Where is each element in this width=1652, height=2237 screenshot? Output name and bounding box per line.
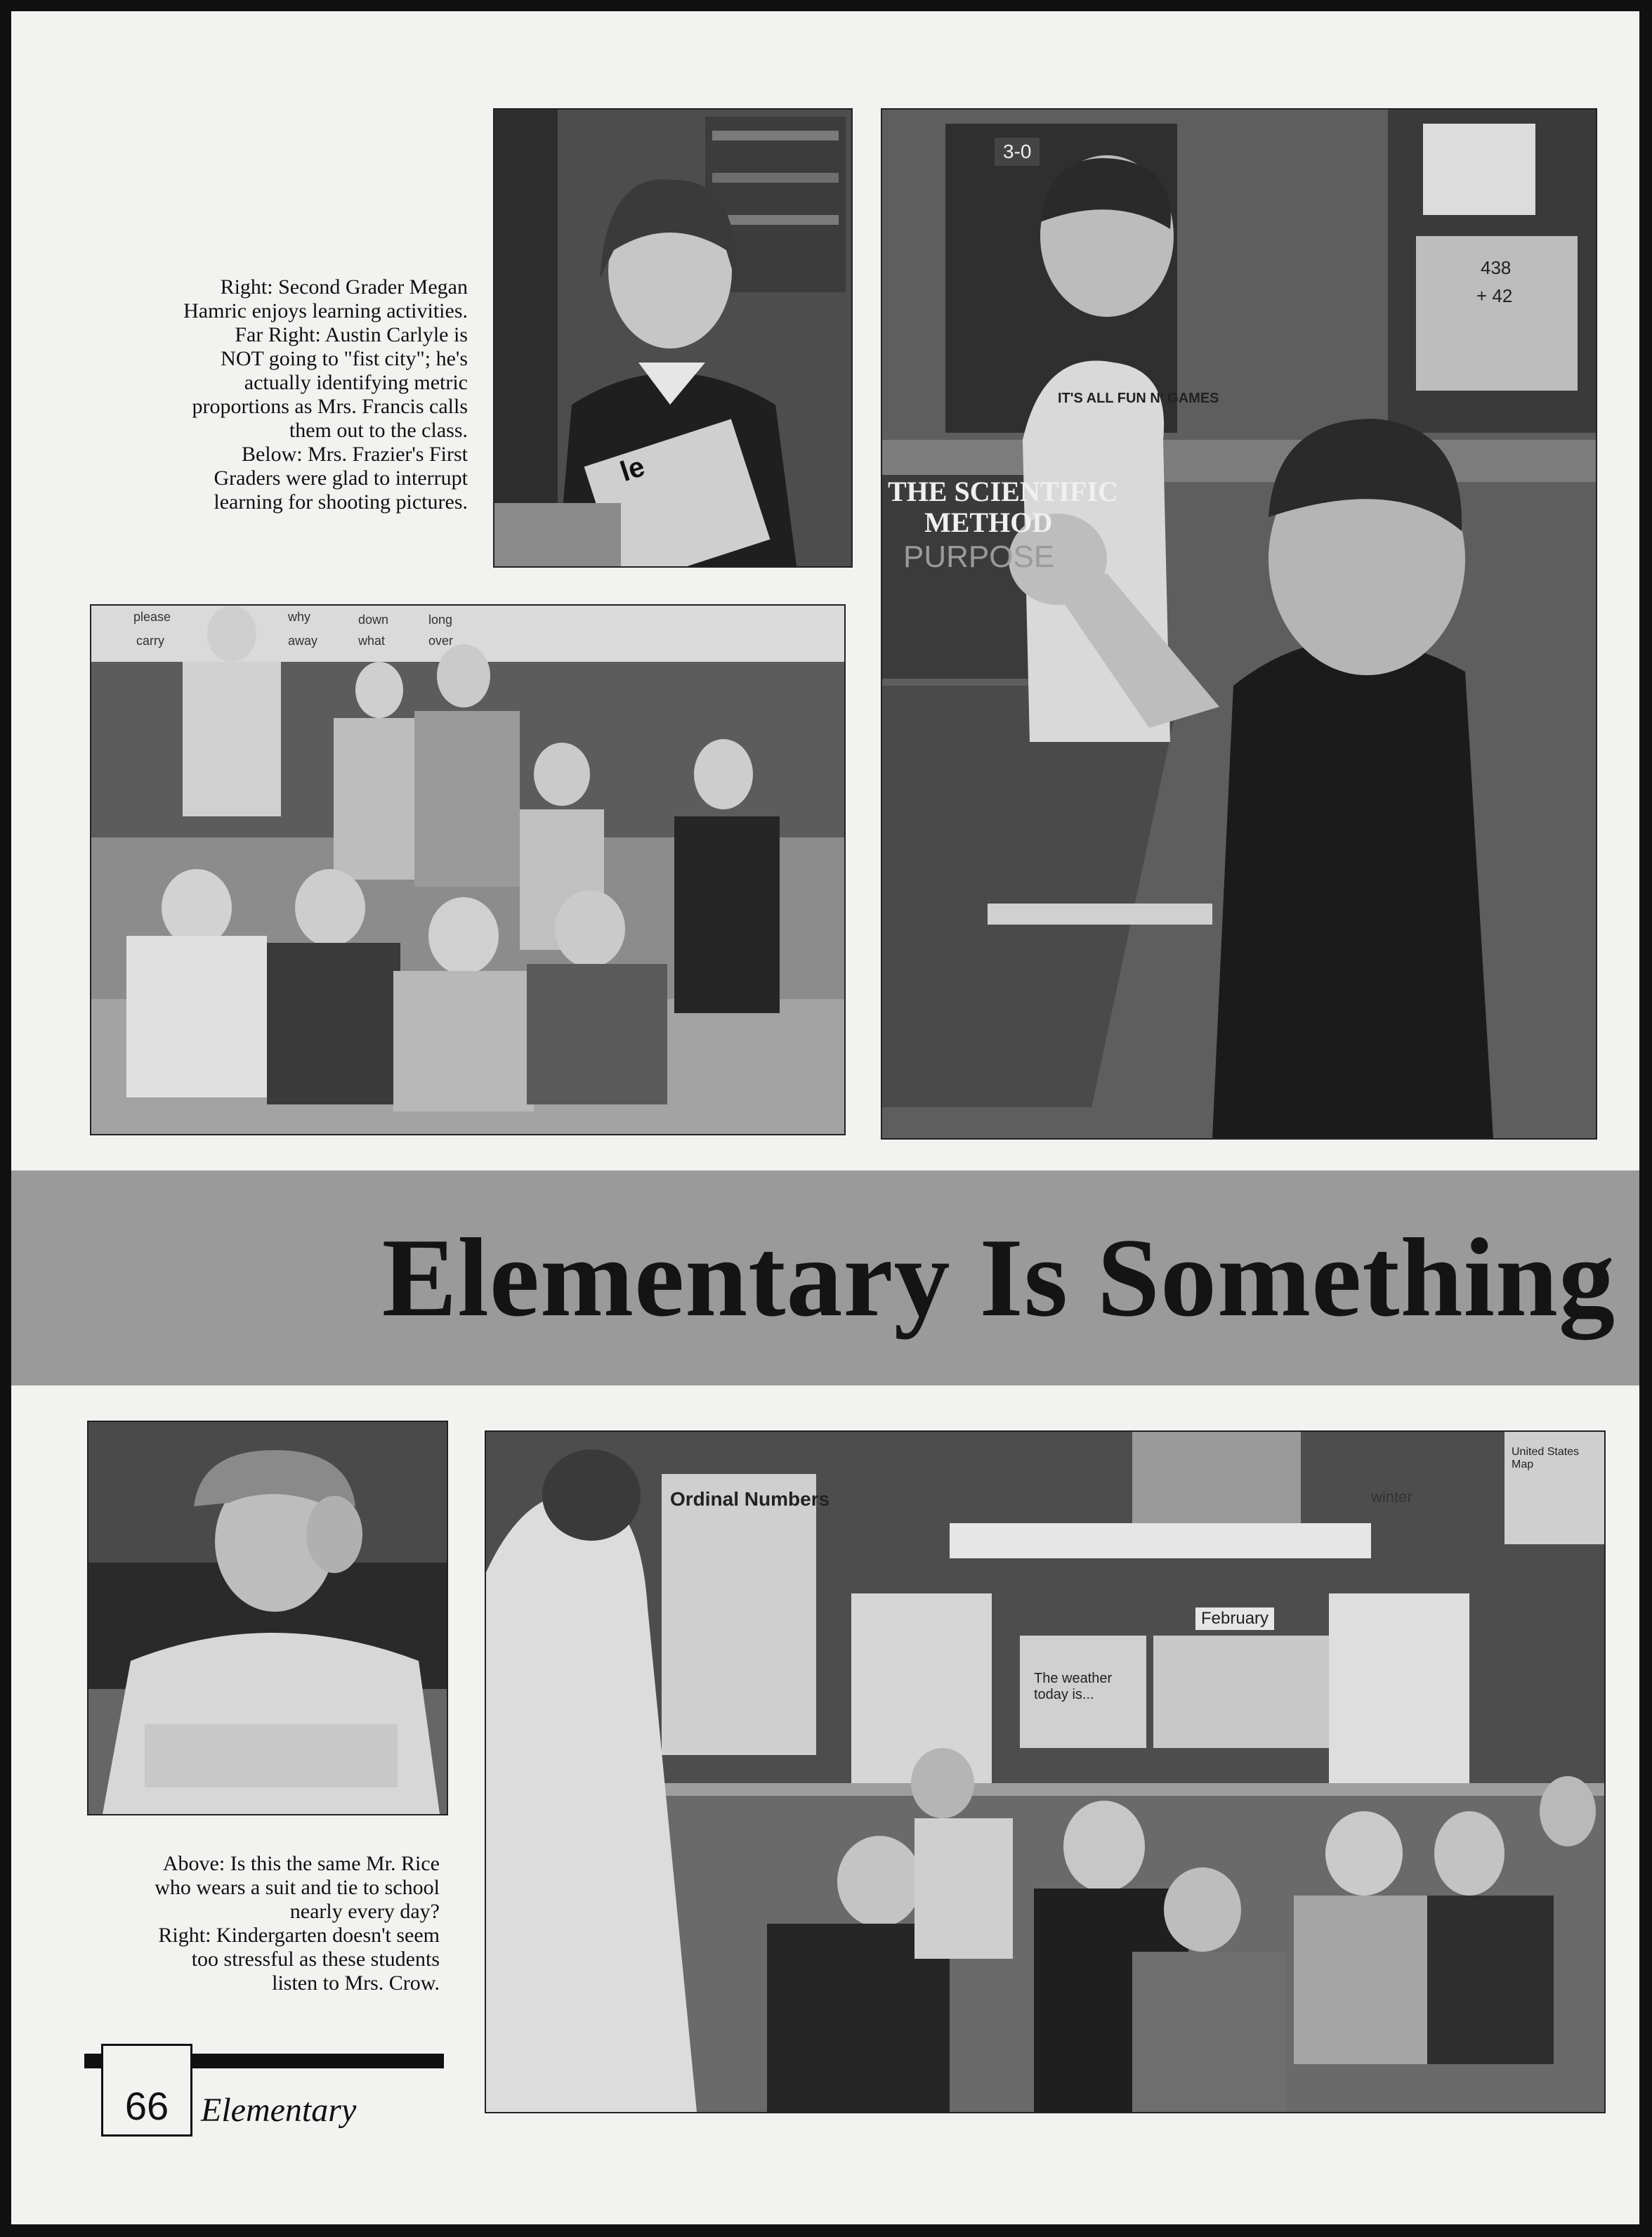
caption-line: Above: Is this the same Mr. Rice: [162, 1852, 440, 1875]
photo-rice-scene: [88, 1422, 447, 1814]
yearbook-page: [11, 11, 1639, 2224]
caption-line: Right: Kindergarten doesn't seem: [158, 1924, 440, 1947]
section-name: Elementary: [201, 2092, 357, 2129]
photo-mr-rice: [87, 1421, 448, 1815]
austin-math-top: 438: [1481, 257, 1512, 278]
sign-weather: The weather today is...: [1034, 1671, 1113, 1702]
caption-line: nearly every day?: [289, 1900, 440, 1923]
word-card-carry: carry: [136, 634, 164, 648]
photo-megan-hamric: [493, 108, 853, 568]
austin-math-bottom: + 42: [1476, 285, 1513, 306]
word-card-over: over: [428, 634, 454, 648]
megan-book-sign: le: [616, 450, 649, 488]
caption-line: who wears a suit and tie to school: [155, 1876, 440, 1899]
caption-line: Below: Mrs. Frazier's First: [241, 443, 468, 466]
page-title: Elementary Is Something: [381, 1215, 1615, 1340]
caption-line: Graders were glad to interrupt: [214, 467, 468, 490]
caption-line: actually identifying metric: [244, 371, 468, 394]
photo-kindergarten-scene: [486, 1432, 1604, 2112]
caption-top: [110, 275, 468, 514]
word-card-what: what: [358, 634, 386, 648]
caption-line: Right: Second Grader Megan: [220, 275, 468, 299]
word-card-down: down: [358, 613, 389, 627]
photo-megan-scene: [494, 110, 851, 566]
photo-kindergarten: [485, 1430, 1606, 2113]
austin-sign-board: 3-0: [995, 138, 1040, 166]
caption-line: them out to the class.: [289, 419, 468, 442]
page-number: 66: [124, 2084, 169, 2128]
caption-line: proportions as Mrs. Francis calls: [192, 395, 468, 418]
caption-line: learning for shooting pictures.: [214, 490, 468, 514]
photo-class-scene: [91, 606, 844, 1134]
word-card-why: why: [288, 610, 311, 624]
caption-line: NOT going to "fist city"; he's: [221, 347, 468, 370]
photo-austin-carlyle: [881, 108, 1597, 1140]
austin-shirt-text: IT'S ALL FUN N' GAMES: [1058, 391, 1219, 406]
caption-line: Far Right: Austin Carlyle is: [235, 323, 468, 346]
page-number-box: [101, 2044, 192, 2137]
section-banner: [11, 1170, 1639, 1385]
sign-february: February: [1195, 1607, 1274, 1630]
sign-winter: winter: [1371, 1488, 1412, 1506]
caption-line: Hamric enjoys learning activities.: [183, 299, 468, 322]
sign-us-map: United States Map: [1512, 1446, 1580, 1470]
sign-ordinal-numbers: Ordinal Numbers: [670, 1488, 830, 1510]
austin-sign-scientific: THE SCIENTIFIC: [888, 476, 1118, 507]
word-card-long: long: [428, 613, 453, 627]
caption-line: too stressful as these students: [191, 1948, 440, 1971]
austin-sign-method: METHOD: [924, 507, 1053, 538]
caption-bottom: [88, 1852, 440, 1995]
photo-first-grade-class: [90, 604, 846, 1135]
word-card-please: please: [133, 610, 171, 624]
word-card-away: away: [288, 634, 318, 648]
austin-sign-purpose: PURPOSE: [903, 540, 1055, 574]
caption-line: listen to Mrs. Crow.: [272, 1971, 440, 1995]
